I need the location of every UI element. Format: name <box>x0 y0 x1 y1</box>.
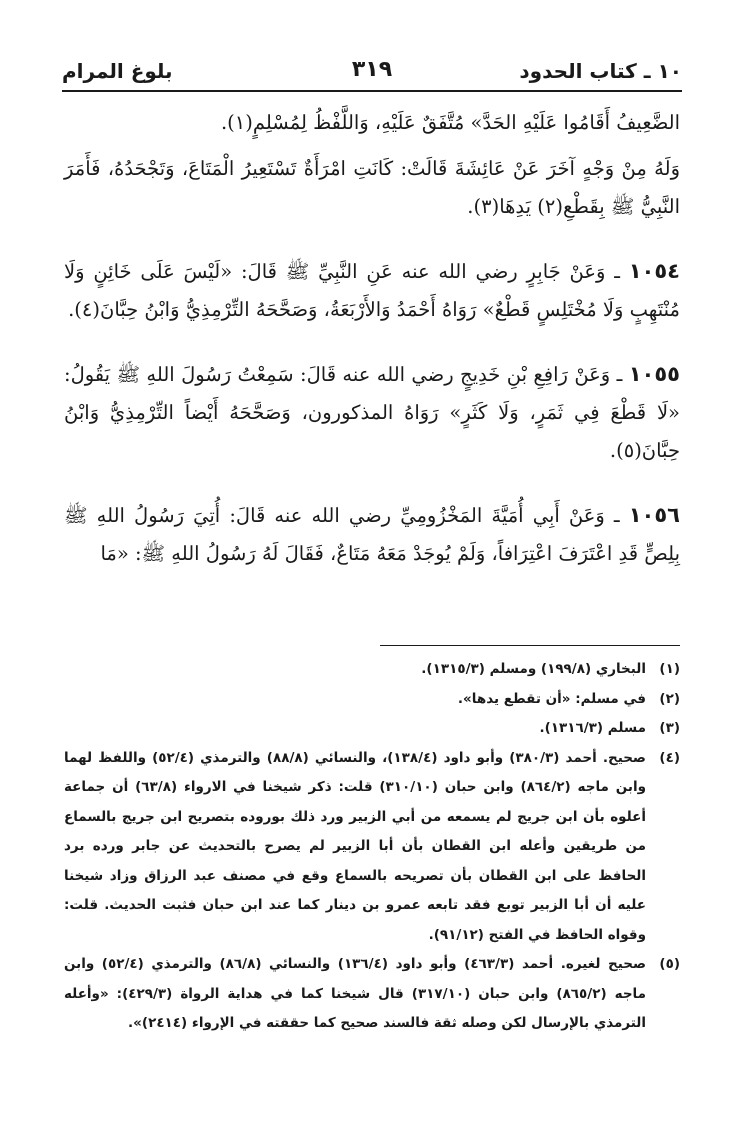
footnote-number: (٣) <box>659 720 680 736</box>
header-rule <box>62 90 682 92</box>
footnote-number: (٢) <box>659 690 680 707</box>
footnote-text: صحيح. أحمد (٣٨٠/٣) وأبو داود (١٣٨/٤)، والنسائي (٨٨/٨) والترمذي (٥٢/٤) واللفظ لهما وابن ماجه (٨٦٤/٢) وابن حبان (٣١٠/١٠) قلت: ذكر شيخنا في الارواء (٦٣/٨) أن جماعة أعلوه بأن ابن جريج لم يسمعه من أبي الزبير ورد ذلك بوروده بتصريح ابن جريج بالسماع من طريقين وأعله ابن القطان بأن أبا الزبير لم يصرح بالتحديث عن جابر ورده برد الحافظ على ابن القطان بأن تصريحه بالسماع وقع في مصنف عبد الرزاق وزاد شيخنا عليه أن أبا الزبير توبع فقد تابعه عمرو بن دينار كما عند ابن حبان فثبت الحديث. قلت: وقواه الحافظ في الفتح (٩١/١٢). <box>64 749 646 943</box>
footnote <box>64 950 680 1039</box>
page-number: ٣١٩ <box>351 57 393 82</box>
hadith-number: ١٠٥٦ <box>628 503 680 527</box>
hadith-text: ـ وَعَنْ أَبِي أُمَيَّةَ المَخْزُومِيِّ رضي الله عنه قَالَ: أُتِيَ رَسُولُ اللهِ ﷺ بِلِصٍّ قَدِ اعْتَرَفَ اعْتِرَافاً، وَلَمْ يُوجَدْ مَعَهُ مَتَاعٌ، فَقَالَ لَهُ رَسُولُ اللهِ ﷺ: «مَا <box>64 504 680 565</box>
footnote-text: البخاري (١٩٩/٨) ومسلم (١٣١٥/٣). <box>421 661 646 677</box>
main-text <box>64 104 680 573</box>
hadith-text: ـ وَعَنْ جَابِرٍ رضي الله عنه عَنِ النَّبِيِّ ﷺ قَالَ: «لَيْسَ عَلَى خَائِنٍ وَلَا مُنْتَهِبٍ وَلَا مُخْتَلِسٍ قَطْعٌ» رَوَاهُ أَحْمَدُ وَالأَرْبَعَةُ، وَصَحَّحَهُ التِّرْمِذِيُّ وَابْنُ حِبَّانَ(٤). <box>64 260 680 321</box>
footnote <box>64 744 680 951</box>
footnote <box>64 714 680 744</box>
footnote <box>64 685 680 715</box>
hadith-number: ١٠٥٥ <box>628 362 680 386</box>
hadith-number: ١٠٥٤ <box>628 259 680 283</box>
footnote-number: (٤) <box>659 749 680 766</box>
paragraph-another-narration: وَلَهُ مِنْ وَجْهٍ آخَرَ عَنْ عَائِشَةَ قَالَتْ: كَانَتِ امْرَأَةٌ تَسْتَعِيرُ الْمَتَاعَ، وَتَجْحَدُهُ، فَأَمَرَ النَّبِيُّ ﷺ بِقَطْعِ(٢) يَدِهَا(٣). <box>64 157 680 218</box>
book-title: بلوغ المرام <box>62 59 173 83</box>
chapter-title: ١٠ ـ كتاب الحدود <box>519 59 682 83</box>
hadith-1054 <box>64 252 680 329</box>
hadith-1055 <box>64 355 680 470</box>
hadith-1056 <box>64 496 680 573</box>
footnote-number: (٥) <box>659 956 680 972</box>
paragraph-continuation: الضَّعِيفُ أَقَامُوا عَلَيْهِ الحَدَّ» مُتَّفَقٌ عَلَيْهِ، وَاللَّفْظُ لِمُسْلِمٍ(١). <box>220 111 680 134</box>
footnotes <box>64 655 680 1039</box>
hadith-text: ـ وَعَنْ رَافِعِ بْنِ خَدِيجٍ رضي الله عنه قَالَ: سَمِعْتُ رَسُولَ اللهِ ﷺ يَقُولُ: «لَا قَطْعَ فِي ثَمَرٍ، وَلَا كَثَرٍ» رَوَاهُ المذكورون، وَصَحَّحَهُ أَيْضاً التِّرْمِذِيُّ وَابْنُ حِبَّانَ(٥). <box>64 363 680 462</box>
footnote-text: في مسلم: «أن تقطع يدها». <box>457 690 646 707</box>
running-header <box>62 55 682 89</box>
footnote <box>64 655 680 685</box>
footnote-number: (١) <box>659 661 680 677</box>
footnote-rule <box>380 645 680 646</box>
footnote-text: مسلم (١٣١٦/٣). <box>539 720 646 736</box>
footnote-text: صحيح لغيره. أحمد (٤٦٣/٣) وأبو داود (١٣٦/٤) والنسائي (٨٦/٨) والترمذي (٥٢/٤) وابن ماجه (٨٦٥/٢) وابن حبان (٣١٧/١٠) قال شيخنا كما في هداية الرواة (٤٢٩/٣): «وأعله الترمذي بالإرسال لكن وصله ثقة فالسند صحيح كما حققته في الإرواء (٢٤١٤)». <box>64 956 647 1031</box>
